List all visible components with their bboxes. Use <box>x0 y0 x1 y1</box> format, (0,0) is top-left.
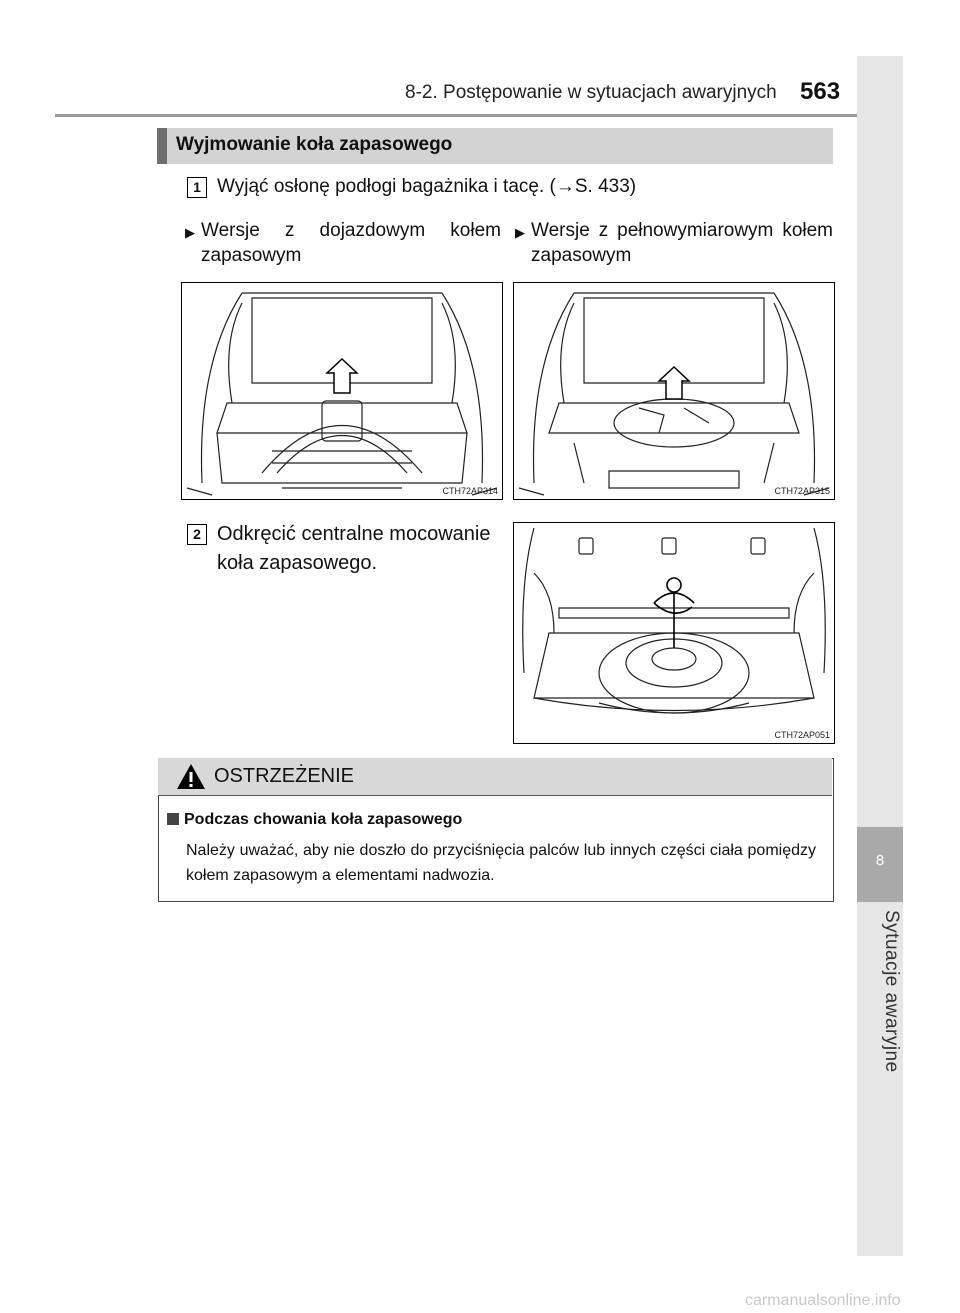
figure-fullsize-spare <box>513 282 835 500</box>
trunk-bolt-illustration <box>514 523 834 743</box>
warning-triangle-icon <box>176 763 206 795</box>
figure-spare-bolt <box>513 522 835 744</box>
warning-subtitle: Podczas chowania koła zapasowego <box>184 811 463 828</box>
variant-2-label: Wersje z pełnowymiarowym kołem zapasowym <box>531 220 833 266</box>
warning-body: Należy uważać, aby nie doszło do przyciśnięcia palców lub innych części ciała pomiędzy kołem zapasowym a elementami nadwozia. <box>186 842 816 884</box>
side-tab-label: Sytuacje awaryjne <box>881 910 902 1073</box>
figure-code: CTH72AP051 <box>774 730 830 740</box>
footer-watermark: carmanualsonline.info <box>745 1292 901 1309</box>
trunk-illustration <box>182 283 502 499</box>
page-number: 563 <box>800 78 841 105</box>
figure-code: CTH72AP315 <box>774 486 830 496</box>
header-rule <box>55 114 857 117</box>
figure-code: CTH72AP314 <box>442 486 498 496</box>
step-1-text: Wyjąć osłonę podłogi bagażnika i tacę. (→S. 433) <box>217 176 637 197</box>
section-title: Wyjmowanie koła zapasowego <box>176 134 453 155</box>
bullet-triangle-icon: ▶ <box>515 225 525 240</box>
variant-1-label: Wersje z dojazdowym kołem zapasowym <box>201 220 501 266</box>
bullet-triangle-icon: ▶ <box>185 225 195 240</box>
step-2-text: Odkręcić centralne mocowanie koła zapasowego. <box>217 523 491 574</box>
trunk-illustration <box>514 283 834 499</box>
step-1-number: 1 <box>187 177 207 198</box>
section-bar-accent <box>157 128 167 164</box>
figure-compact-spare <box>181 282 503 500</box>
side-tab <box>857 56 903 1256</box>
warning-title: OSTRZEŻENIE <box>214 765 355 787</box>
side-tab-number: 8 <box>875 852 885 869</box>
step-2-number: 2 <box>187 524 207 545</box>
warning-square-icon <box>167 813 179 825</box>
chapter-header: 8-2. Postępowanie w sytuacjach awaryjnych <box>405 82 777 103</box>
